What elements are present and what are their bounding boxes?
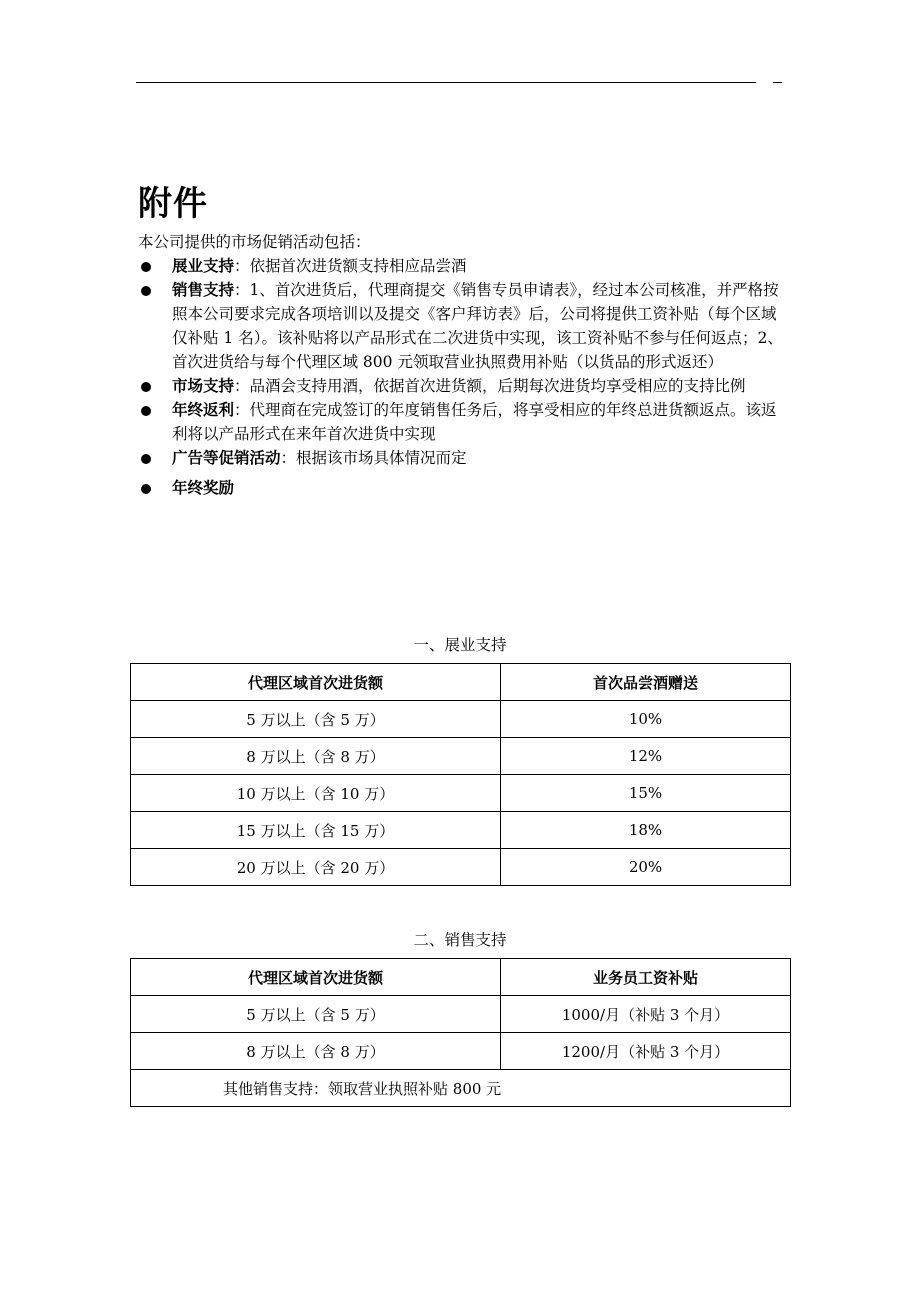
list-item-text: ：代理商在完成签订的年度销售任务后，将享受相应的年终总进货额返点。该返利将以产品形式在来年首次进货中实现 [172, 401, 777, 443]
table-header-cell: 业务员工资补贴 [501, 959, 791, 996]
table1 [130, 663, 791, 886]
table-footer-cell: 其他销售支持：领取营业执照补贴 800 元 [131, 1070, 791, 1107]
bullet-icon [141, 406, 151, 416]
table-footer-row [131, 1070, 791, 1107]
table-cell: 10% [501, 701, 791, 738]
list-item-lead: 年终返利 [172, 401, 235, 419]
table2-caption: 二、销售支持 [413, 931, 507, 949]
table-cell: 8 万以上（含 8 万） [131, 738, 501, 775]
bullet-icon [141, 484, 151, 494]
list-item-lead: 广告等促销活动 [172, 449, 281, 467]
table1-caption: 一、展业支持 [413, 636, 507, 654]
list-item [138, 278, 788, 374]
table-header-cell: 代理区域首次进货额 [131, 959, 501, 996]
promotion-list [138, 254, 788, 500]
list-item [138, 476, 788, 500]
table2 [130, 958, 791, 1107]
list-item-text: ：品酒会支持用酒，依据首次进货额，后期每次进货均享受相应的支持比例 [234, 377, 746, 395]
page-title: 附件 [138, 184, 208, 224]
list-item-text: ：根据该市场具体情况而定 [280, 449, 467, 467]
list-item-lead: 展业支持 [172, 257, 235, 275]
table-row [131, 775, 791, 812]
list-item-text: ：1、首次进货后，代理商提交《销售专员申请表》，经过本公司核准，并严格按照本公司要求完成各项培训以及提交《客户拜访表》后，公司将提供工资补贴（每个区域仅补贴 1 名）。该补贴将以产品形式在二次进货中实现，该工资补贴不参与任何返点；2、首次进货给与每个代理区域 800 元领取营业执照费用补贴（以货品的形式返还） [172, 281, 783, 371]
table-cell: 1200/月（补贴 3 个月） [501, 1033, 791, 1070]
header-rule [136, 82, 756, 83]
table-cell: 15% [501, 775, 791, 812]
table-cell: 20 万以上（含 20 万） [131, 849, 501, 886]
table-cell: 12% [501, 738, 791, 775]
bullet-icon [141, 262, 151, 272]
list-item-lead: 市场支持 [172, 377, 235, 395]
table-cell: 1000/月（补贴 3 个月） [501, 996, 791, 1033]
table-cell: 5 万以上（含 5 万） [131, 996, 501, 1033]
table-cell: 5 万以上（含 5 万） [131, 701, 501, 738]
table-row [131, 738, 791, 775]
table-cell: 8 万以上（含 8 万） [131, 1033, 501, 1070]
bullet-icon [141, 454, 151, 464]
table-row [131, 1033, 791, 1070]
list-item [138, 398, 788, 446]
list-item [138, 254, 788, 278]
intro-text: 本公司提供的市场促销活动包括： [138, 233, 371, 251]
table-row [131, 701, 791, 738]
table-cell: 10 万以上（含 10 万） [131, 775, 501, 812]
table-row [131, 996, 791, 1033]
table-row [131, 812, 791, 849]
bullet-icon [141, 286, 151, 296]
list-item-text: ：依据首次进货额支持相应品尝酒 [234, 257, 467, 275]
list-item [138, 446, 788, 470]
bullet-icon [141, 382, 151, 392]
table-cell: 18% [501, 812, 791, 849]
list-item-lead: 销售支持 [172, 281, 235, 299]
header-dash [773, 82, 782, 83]
list-item [138, 374, 788, 398]
table-header-row [131, 664, 791, 701]
table-header-cell: 代理区域首次进货额 [131, 664, 501, 701]
table-cell: 15 万以上（含 15 万） [131, 812, 501, 849]
table-row [131, 849, 791, 886]
table-header-row [131, 959, 791, 996]
list-item-lead: 年终奖励 [172, 479, 235, 497]
table-cell: 20% [501, 849, 791, 886]
table-header-cell: 首次品尝酒赠送 [501, 664, 791, 701]
